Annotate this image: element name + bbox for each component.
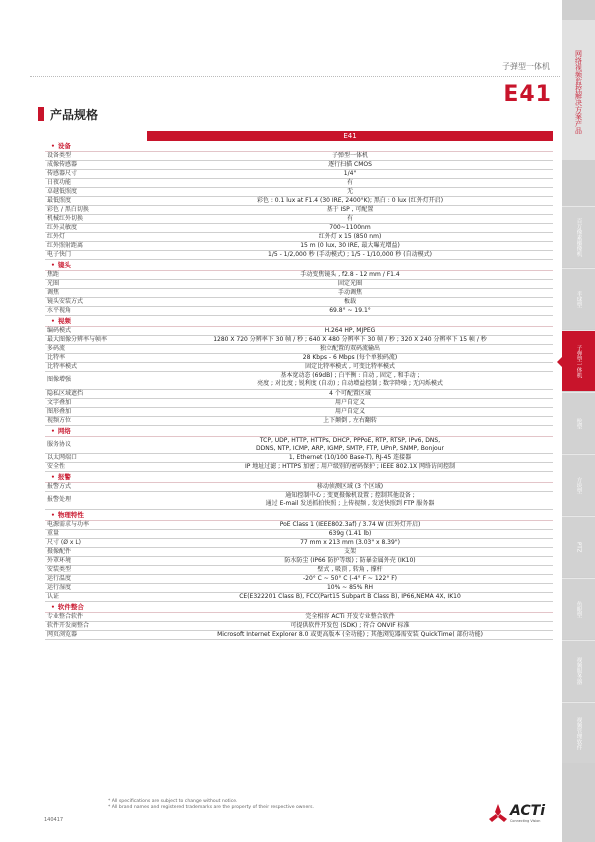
spec-row (45, 566, 553, 575)
spec-label: 镜头安装方式 (47, 298, 84, 305)
spec-row (45, 224, 553, 233)
spec-value-line: 基本宽动态 (69dB) ; 白平衡 : 自动 , 固定 , 和手动 ; (280, 372, 420, 379)
spec-label: 摄像配件 (47, 547, 72, 555)
spec-row (45, 463, 553, 472)
spec-value-line: 通知控制中心 ; 变更摄像机设置 ; 控制其他设备 ; (285, 492, 415, 500)
spec-value-line: 基于 ISP , 可配置 (326, 206, 374, 213)
spec-row (45, 251, 553, 260)
spec-row (45, 539, 553, 548)
spec-label: 电源需求与功率 (47, 520, 90, 528)
spec-value (147, 354, 553, 362)
bullet-icon: • (51, 511, 55, 519)
spec-label: 机械红外切换 (47, 215, 84, 222)
spec-value (147, 289, 553, 297)
spec-value-line: 手动变焦镜头 , f2.8 - 12 mm / F1.4 (300, 271, 400, 278)
spec-value (147, 399, 553, 407)
header-divider (30, 76, 560, 77)
spec-label: 重量 (47, 529, 60, 537)
spec-label: 多码流 (47, 345, 66, 352)
spec-section-header (45, 426, 553, 437)
sidebar-tab[interactable]: 视频管理软件 (562, 702, 595, 763)
spec-value (147, 613, 553, 621)
spec-label: 编码模式 (47, 327, 72, 334)
footer-note: * All specifications are subject to change without notice. (108, 799, 238, 804)
spec-label: 外罩环境 (47, 556, 72, 564)
spec-value-line: 壁式 , 吸顶 , 转角 , 撑杆 (317, 565, 383, 573)
spec-section-header (45, 472, 553, 483)
spec-value (147, 530, 553, 538)
spec-value (147, 622, 553, 630)
spec-value-line: CE(E322201 Class B), FCC(Part15 Subpart B Class B), IP66,NEMA 4X, IK10 (239, 592, 461, 600)
spec-value-line: 红外灯 x 15 (850 nm) (318, 233, 382, 240)
spec-value (147, 179, 553, 187)
spec-value (147, 170, 553, 178)
sidebar-tab[interactable]: 半球型 (562, 268, 595, 329)
spec-row (45, 170, 553, 179)
spec-row (45, 336, 553, 345)
spec-table-header: E41 (147, 131, 553, 141)
spec-value (147, 280, 553, 288)
acti-logo-icon (488, 803, 508, 823)
spec-label: 成像传感器 (47, 161, 78, 168)
spec-row (45, 454, 553, 463)
spec-value (147, 417, 553, 425)
spec-row (45, 161, 553, 170)
spec-value-line: 固定光圈 (337, 280, 362, 287)
spec-section-title: 网络 (57, 426, 71, 435)
bullet-icon: • (51, 262, 55, 269)
spec-label: 卓越低照度 (47, 188, 78, 195)
section-title: 产品规格 (50, 108, 99, 122)
spec-value (147, 152, 553, 160)
spec-value (147, 521, 553, 529)
spec-label: 报警处理 (47, 496, 72, 504)
spec-value (147, 251, 553, 259)
spec-value-line: -20° C ~ 50° C (-4° F ~ 122° F) (302, 574, 398, 582)
spec-section-header (45, 510, 553, 521)
spec-value (147, 242, 553, 250)
spec-value-line: 639g (1.41 lb) (328, 529, 372, 537)
spec-row (45, 530, 553, 539)
category-sidebar (562, 0, 595, 842)
spec-row (45, 197, 553, 206)
spec-value-line: 可提供软件开发包 (SDK) ; 符合 ONVIF 标准 (290, 621, 410, 629)
spec-value-line: 1280 X 720 分辨率下 30 帧 / 秒 ; 640 X 480 分辨率下 30 帧 / 秒 ; 320 X 240 分辨率下 15 帧 / 秒 (213, 336, 487, 343)
spec-row (45, 417, 553, 426)
spec-value-line: 10% ~ 85% RH (326, 583, 374, 591)
spec-value-line: 板载 (343, 298, 356, 305)
spec-value (147, 437, 553, 454)
spec-label: 光圈 (47, 280, 60, 287)
spec-value (147, 336, 553, 344)
spec-row (45, 280, 553, 289)
spec-label: 视频方位 (47, 416, 72, 424)
spec-label: 红外照射距离 (47, 242, 84, 249)
spec-value (147, 233, 553, 241)
spec-value (147, 566, 553, 574)
sidebar-tab[interactable]: 枪型 (562, 392, 595, 453)
spec-row (45, 188, 553, 197)
spec-value-line: TCP, UDP, HTTP, HTTPs, DHCP, PPPoE, RTP, RTSP, IPv6, DNS, (259, 436, 441, 444)
footer-note: * All brand names and registered trademarks are the property of their respective owners. (108, 805, 315, 810)
spec-row (45, 492, 553, 510)
spec-row (45, 521, 553, 530)
logo-text: ACTi (510, 803, 546, 819)
spec-label: 比特率 (47, 354, 66, 361)
spec-label: 报警方式 (47, 483, 72, 491)
bullet-icon: • (51, 427, 55, 435)
spec-value (147, 584, 553, 592)
spec-label: 图像增强 (47, 376, 72, 384)
sidebar-tab[interactable]: 子弹型一体机 (562, 330, 595, 391)
spec-label: 运行温度 (47, 574, 72, 582)
spec-row (45, 372, 553, 390)
spec-section-header (45, 316, 553, 327)
spec-value-line: 69.8° ~ 19.1° (329, 307, 371, 314)
spec-value-line: 1, Ethernet (10/100 Base-T), RJ-45 连接器 (288, 454, 412, 462)
spec-value (147, 408, 553, 416)
spec-label: 运行湿度 (47, 583, 72, 591)
spec-value-line: 支架 (343, 547, 356, 555)
spec-label: 尺寸 (Ø x L) (47, 538, 82, 546)
spec-value-line: 上下颠倒 , 左右翻转 (323, 416, 377, 424)
spec-value (147, 345, 553, 353)
sidebar-tab[interactable]: 视频服务器 (562, 640, 595, 701)
spec-value-line: 通过 E-mail 发送抓拍快照 ; 上传视频 , 发送快照到 FTP 服务器 (265, 500, 435, 508)
spec-label: 认证 (47, 592, 60, 600)
spec-value-line: 28 Kbps - 6 Mbps (每个单独码流) (302, 354, 398, 361)
spec-value-line: 亮度 ; 对比度 ; 锐利度 (自动) ; 自动增益控制 ; 数字降噪 ; 无闪烁模式 (257, 380, 443, 388)
spec-value (147, 327, 553, 335)
spec-value-line: 有 (346, 215, 353, 222)
spec-row (45, 437, 553, 455)
spec-row (45, 399, 553, 408)
spec-label: 隐私区域遮挡 (47, 389, 84, 397)
spec-label: 水平视角 (47, 307, 72, 314)
spec-label: 红外灯 (47, 233, 66, 240)
spec-row (45, 593, 553, 602)
bullet-icon: • (51, 603, 55, 611)
spec-row (45, 345, 553, 354)
spec-value-line: 15 m (0 lux, 30 IRE, 最大曝光增益) (300, 242, 400, 249)
spec-label: 焦距 (47, 271, 60, 278)
spec-value (147, 390, 553, 398)
spec-row (45, 298, 553, 307)
spec-value (147, 483, 553, 491)
spec-row (45, 289, 553, 298)
spec-section-title: 镜头 (57, 261, 71, 269)
spec-row (45, 483, 553, 492)
spec-value-line: 用户自定义 (334, 407, 365, 415)
spec-value-line: 完全相容 ACTi 开发专业整合软件 (305, 612, 395, 620)
spec-value (147, 575, 553, 583)
spec-value (147, 372, 553, 389)
spec-value (147, 307, 553, 315)
spec-label: 日夜功能 (47, 179, 72, 186)
spec-value-line: DDNS, NTP, ICMP, ARP, IGMP, SMTP, FTP, UPnP, SNMP, Bonjour (255, 444, 444, 452)
model-name: E41 (503, 82, 552, 107)
spec-row (45, 152, 553, 161)
spec-value-line: 1/4" (343, 170, 357, 177)
spec-value-line: 1/5 - 1/2,000 秒 (手动模式) ; 1/5 - 1/10,000 秒 (自动模式) (268, 251, 432, 258)
sidebar-tab[interactable]: PTZ (562, 516, 595, 577)
spec-label: 彩色 / 黑白切换 (47, 206, 89, 213)
spec-label: 文字叠加 (47, 398, 72, 406)
spec-value-line: 移动侦测区域 (3 个区域) (316, 483, 384, 491)
spec-value-line: 防水防尘 (IP66 防护等级) ; 防暴金属外壳 (IK10) (284, 556, 416, 564)
spec-value-line: 逐行扫描 CMOS (328, 161, 372, 168)
spec-value (147, 492, 553, 509)
spec-value-line: IP 地址过滤 ; HTTPS 加密 ; 用户级别的密码保护 ; IEEE 802.1X 网络访问控制 (244, 463, 456, 471)
spec-row (45, 584, 553, 593)
spec-value-line: 77 mm x 213 mm (3.03" x 8.39") (300, 538, 400, 546)
page-subtitle: 子弹型一体机 (502, 62, 550, 71)
spec-value-line: Microsoft Internet Explorer 8.0 或更高版本 (全功能) ; 其他浏览器需安装 QuickTime( 部份功能) (217, 630, 483, 638)
spec-label: 最低照度 (47, 197, 72, 204)
spec-value (147, 363, 553, 371)
spec-value (147, 557, 553, 565)
spec-value-line: H.264 HP, MJPEG (324, 327, 376, 334)
spec-row (45, 557, 553, 566)
spec-value (147, 161, 553, 169)
spec-value (147, 188, 553, 196)
spec-label: 以太网端口 (47, 454, 78, 462)
spec-value (147, 454, 553, 462)
spec-label: 服务协议 (47, 440, 72, 448)
spec-row (45, 179, 553, 188)
spec-section-title: 软件整合 (57, 602, 84, 611)
spec-section-title: 视频 (57, 317, 71, 325)
spec-row (45, 271, 553, 280)
spec-section-header (45, 260, 553, 271)
acti-logo (488, 803, 550, 825)
spec-label: 传感器尺寸 (47, 170, 78, 177)
bullet-icon: • (51, 474, 55, 482)
spec-row (45, 206, 553, 215)
spec-row (45, 363, 553, 372)
spec-label: 调焦 (47, 289, 60, 296)
doc-number: 140417 (44, 817, 64, 823)
spec-row (45, 215, 553, 224)
spec-value (147, 206, 553, 214)
spec-value-line: 手动调焦 (337, 289, 362, 296)
spec-row (45, 354, 553, 363)
spec-row (45, 307, 553, 316)
spec-section-header (45, 602, 553, 613)
bullet-icon: • (51, 318, 55, 325)
spec-label: 比特率模式 (47, 363, 78, 370)
spec-value-line: 彩色 : 0.1 lux at F1.4 (30 IRE, 2400°K); 黑白 : 0 lux (红外灯开启) (256, 197, 444, 204)
spec-value-line: 子弹型一体机 (331, 152, 368, 159)
spec-value-line: 独立配置的双码流输出 (319, 345, 380, 352)
sidebar-tab[interactable]: 方块型 (562, 454, 595, 515)
spec-value-line: 有 (346, 179, 353, 186)
spec-label: 红外灵敏度 (47, 224, 78, 231)
spec-value-line: PoE Class 1 (IEEE802.3af) / 3.74 W (红外灯开启) (279, 520, 421, 528)
spec-section-title: 报警 (57, 473, 71, 482)
logo-tagline: Connecting Vision (510, 819, 541, 823)
sidebar-tab[interactable]: 鱼眼型 (562, 578, 595, 639)
spec-value (147, 463, 553, 471)
spec-label: 图形叠加 (47, 407, 72, 415)
spec-value (147, 271, 553, 279)
spec-value-line: 用户自定义 (334, 398, 365, 406)
spec-value (147, 197, 553, 205)
spec-label: 电子快门 (47, 251, 72, 258)
bullet-icon: • (51, 143, 55, 150)
spec-table (45, 131, 553, 640)
spec-section-header (45, 141, 553, 152)
spec-label: 软件开发商整合 (47, 621, 90, 629)
spec-value-line: 4 个可配置区域 (329, 389, 371, 397)
spec-row (45, 233, 553, 242)
heading-accent (38, 107, 44, 121)
spec-row (45, 622, 553, 631)
sidebar-tab[interactable]: 百万像素摄像机 (562, 206, 595, 267)
spec-row (45, 631, 553, 640)
sidebar-title: 网络视频监控解决方案产品 (562, 20, 595, 160)
spec-row (45, 408, 553, 417)
spec-value (147, 539, 553, 547)
spec-label: 网页浏览器 (47, 630, 78, 638)
spec-label: 专业整合软件 (47, 612, 84, 620)
spec-value (147, 298, 553, 306)
spec-row (45, 242, 553, 251)
spec-label: 安全性 (47, 463, 66, 471)
spec-row (45, 613, 553, 622)
spec-value (147, 548, 553, 556)
spec-section-title: 物理特性 (57, 510, 84, 519)
spec-value-line: 固定比特率模式 , 可变比特率模式 (305, 363, 395, 370)
spec-label: 设备类型 (47, 152, 72, 159)
spec-value (147, 215, 553, 223)
spec-value-line: 无 (346, 188, 353, 195)
spec-row (45, 548, 553, 557)
spec-value (147, 224, 553, 232)
spec-label: 最大图像分辨率与帧率 (47, 336, 108, 343)
spec-row (45, 575, 553, 584)
spec-value (147, 593, 553, 601)
spec-label: 安装类型 (47, 565, 72, 573)
spec-value (147, 631, 553, 639)
spec-value-line: 700~1100nm (329, 224, 371, 231)
spec-row (45, 327, 553, 336)
spec-section-title: 设备 (57, 142, 71, 150)
footer-notes (108, 799, 314, 811)
spec-row (45, 390, 553, 399)
